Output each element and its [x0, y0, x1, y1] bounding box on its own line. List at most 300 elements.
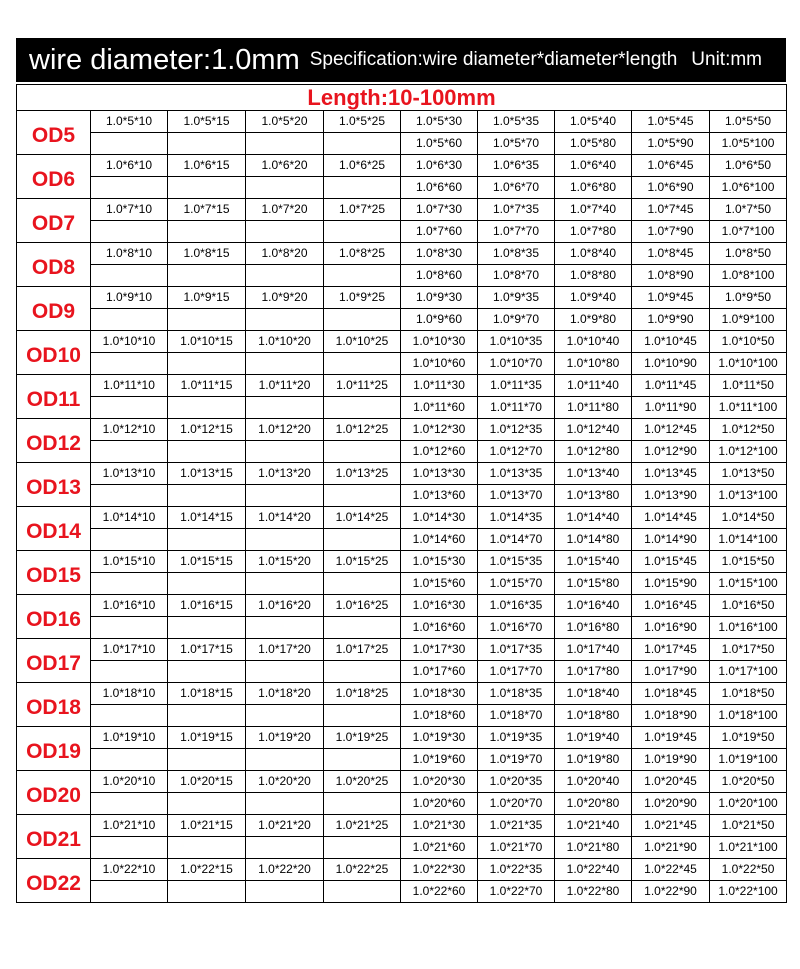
spec-cell: 1.0*17*100	[710, 661, 787, 683]
spec-cell: 1.0*18*80	[555, 705, 632, 727]
spec-cell: 1.0*7*15	[168, 199, 246, 221]
spec-cell	[246, 661, 324, 683]
spec-cell: 1.0*5*25	[324, 111, 401, 133]
spec-cell: 1.0*7*30	[401, 199, 478, 221]
spec-cell: 1.0*22*80	[555, 881, 632, 903]
table-row	[17, 793, 787, 815]
spec-cell	[91, 265, 168, 287]
spec-cell	[168, 661, 246, 683]
table-row	[17, 265, 787, 287]
unit-text: Unit:mm	[691, 49, 763, 70]
spec-cell: 1.0*19*60	[401, 749, 478, 771]
specification-text: Specification:wire diameter*diameter*length	[309, 49, 678, 70]
spec-cell: 1.0*6*100	[710, 177, 787, 199]
spec-cell	[324, 837, 401, 859]
spec-cell: 1.0*9*35	[478, 287, 555, 309]
table-row	[17, 815, 787, 837]
spec-cell: 1.0*13*100	[710, 485, 787, 507]
spec-cell: 1.0*17*50	[710, 639, 787, 661]
spec-cell: 1.0*16*30	[401, 595, 478, 617]
spec-cell: 1.0*5*60	[401, 133, 478, 155]
spec-cell: 1.0*21*10	[91, 815, 168, 837]
table-row	[17, 881, 787, 903]
spec-cell: 1.0*9*70	[478, 309, 555, 331]
spec-cell: 1.0*6*45	[632, 155, 710, 177]
spec-cell: 1.0*6*35	[478, 155, 555, 177]
spec-cell: 1.0*5*80	[555, 133, 632, 155]
spec-cell: 1.0*12*80	[555, 441, 632, 463]
spec-cell: 1.0*10*70	[478, 353, 555, 375]
spec-cell: 1.0*10*45	[632, 331, 710, 353]
spec-cell	[91, 353, 168, 375]
wire-diameter-title: wire diameter:1.0mm	[29, 43, 300, 76]
spec-cell	[168, 177, 246, 199]
table-row	[17, 133, 787, 155]
spec-cell: 1.0*9*40	[555, 287, 632, 309]
od-label: OD8	[17, 243, 91, 287]
spec-cell: 1.0*22*90	[632, 881, 710, 903]
spec-cell: 1.0*8*40	[555, 243, 632, 265]
table-row	[17, 683, 787, 705]
spec-cell: 1.0*9*15	[168, 287, 246, 309]
spec-cell: 1.0*10*30	[401, 331, 478, 353]
spec-cell: 1.0*5*70	[478, 133, 555, 155]
spec-cell: 1.0*19*90	[632, 749, 710, 771]
spec-cell: 1.0*12*35	[478, 419, 555, 441]
spec-cell: 1.0*7*90	[632, 221, 710, 243]
spec-cell: 1.0*5*40	[555, 111, 632, 133]
table-row	[17, 617, 787, 639]
spec-cell: 1.0*14*40	[555, 507, 632, 529]
table-row	[17, 837, 787, 859]
length-header-row	[17, 85, 787, 111]
spec-cell: 1.0*18*15	[168, 683, 246, 705]
spec-cell: 1.0*8*90	[632, 265, 710, 287]
spec-cell	[168, 133, 246, 155]
length-label: Length:10-100mm	[17, 85, 787, 111]
spec-cell: 1.0*13*30	[401, 463, 478, 485]
spec-cell: 1.0*5*20	[246, 111, 324, 133]
spec-cell: 1.0*21*80	[555, 837, 632, 859]
spec-cell: 1.0*19*25	[324, 727, 401, 749]
spec-cell: 1.0*13*60	[401, 485, 478, 507]
spec-cell	[324, 881, 401, 903]
spec-cell: 1.0*7*40	[555, 199, 632, 221]
spec-cell: 1.0*21*15	[168, 815, 246, 837]
spec-cell: 1.0*11*45	[632, 375, 710, 397]
table-row	[17, 859, 787, 881]
table-row	[17, 199, 787, 221]
spec-cell	[246, 133, 324, 155]
spec-cell: 1.0*12*25	[324, 419, 401, 441]
spec-cell: 1.0*13*50	[710, 463, 787, 485]
spec-cell: 1.0*15*45	[632, 551, 710, 573]
spec-cell: 1.0*17*80	[555, 661, 632, 683]
spec-cell: 1.0*17*35	[478, 639, 555, 661]
od-label: OD5	[17, 111, 91, 155]
spec-cell: 1.0*5*50	[710, 111, 787, 133]
spec-cell: 1.0*14*20	[246, 507, 324, 529]
spec-cell: 1.0*6*40	[555, 155, 632, 177]
spec-cell: 1.0*15*15	[168, 551, 246, 573]
table-row	[17, 243, 787, 265]
spec-cell: 1.0*17*20	[246, 639, 324, 661]
spec-cell: 1.0*11*80	[555, 397, 632, 419]
spec-cell: 1.0*18*90	[632, 705, 710, 727]
spec-cell	[91, 133, 168, 155]
spec-cell	[246, 485, 324, 507]
spec-cell: 1.0*7*35	[478, 199, 555, 221]
od-label: OD19	[17, 727, 91, 771]
spec-cell	[324, 309, 401, 331]
spec-cell	[324, 177, 401, 199]
spec-cell: 1.0*22*35	[478, 859, 555, 881]
od-label: OD21	[17, 815, 91, 859]
spec-cell: 1.0*8*35	[478, 243, 555, 265]
spec-cell: 1.0*13*40	[555, 463, 632, 485]
table-row	[17, 353, 787, 375]
spec-cell: 1.0*5*10	[91, 111, 168, 133]
table-row	[17, 375, 787, 397]
spec-cell	[91, 881, 168, 903]
spec-cell: 1.0*13*25	[324, 463, 401, 485]
spec-cell	[168, 353, 246, 375]
spec-cell: 1.0*20*60	[401, 793, 478, 815]
spec-cell: 1.0*7*25	[324, 199, 401, 221]
table-row	[17, 529, 787, 551]
spec-cell: 1.0*9*60	[401, 309, 478, 331]
spec-cell: 1.0*8*70	[478, 265, 555, 287]
spec-cell: 1.0*7*70	[478, 221, 555, 243]
spec-cell	[168, 441, 246, 463]
spec-cell: 1.0*11*30	[401, 375, 478, 397]
spec-cell: 1.0*18*30	[401, 683, 478, 705]
spec-cell	[91, 529, 168, 551]
spec-cell: 1.0*19*20	[246, 727, 324, 749]
spec-cell	[324, 397, 401, 419]
table-row	[17, 111, 787, 133]
spec-cell	[324, 749, 401, 771]
spec-cell	[168, 837, 246, 859]
spec-cell: 1.0*13*70	[478, 485, 555, 507]
spec-cell: 1.0*8*15	[168, 243, 246, 265]
spec-cell: 1.0*16*60	[401, 617, 478, 639]
spec-cell	[168, 309, 246, 331]
spec-cell: 1.0*22*50	[710, 859, 787, 881]
table-row	[17, 221, 787, 243]
spec-cell: 1.0*9*45	[632, 287, 710, 309]
od-label: OD20	[17, 771, 91, 815]
spec-cell	[246, 221, 324, 243]
spec-cell	[324, 265, 401, 287]
spec-cell: 1.0*8*100	[710, 265, 787, 287]
spec-cell: 1.0*10*80	[555, 353, 632, 375]
table-row	[17, 309, 787, 331]
spec-cell: 1.0*22*100	[710, 881, 787, 903]
spec-cell	[324, 529, 401, 551]
od-label: OD6	[17, 155, 91, 199]
spec-cell: 1.0*11*25	[324, 375, 401, 397]
spec-cell: 1.0*11*40	[555, 375, 632, 397]
spec-cell: 1.0*14*10	[91, 507, 168, 529]
table-row	[17, 485, 787, 507]
spec-cell	[246, 529, 324, 551]
spec-cell: 1.0*22*45	[632, 859, 710, 881]
spec-cell: 1.0*20*40	[555, 771, 632, 793]
spec-cell	[91, 573, 168, 595]
spec-cell: 1.0*20*20	[246, 771, 324, 793]
spec-cell: 1.0*20*15	[168, 771, 246, 793]
spec-cell: 1.0*8*10	[91, 243, 168, 265]
spec-cell: 1.0*9*90	[632, 309, 710, 331]
spec-cell: 1.0*22*20	[246, 859, 324, 881]
spec-cell	[168, 749, 246, 771]
spec-cell: 1.0*6*25	[324, 155, 401, 177]
spec-cell: 1.0*14*30	[401, 507, 478, 529]
od-label: OD7	[17, 199, 91, 243]
spec-cell: 1.0*17*40	[555, 639, 632, 661]
spec-cell: 1.0*9*20	[246, 287, 324, 309]
spec-cell	[246, 793, 324, 815]
spec-cell: 1.0*21*25	[324, 815, 401, 837]
spec-cell: 1.0*17*45	[632, 639, 710, 661]
spec-cell: 1.0*20*10	[91, 771, 168, 793]
spec-cell: 1.0*5*30	[401, 111, 478, 133]
spec-cell: 1.0*6*60	[401, 177, 478, 199]
spec-cell: 1.0*16*50	[710, 595, 787, 617]
spec-cell: 1.0*12*40	[555, 419, 632, 441]
spec-cell: 1.0*19*45	[632, 727, 710, 749]
spec-cell	[246, 749, 324, 771]
spec-cell: 1.0*7*10	[91, 199, 168, 221]
table-row	[17, 177, 787, 199]
spec-cell: 1.0*21*50	[710, 815, 787, 837]
od-label: OD15	[17, 551, 91, 595]
spec-cell: 1.0*15*60	[401, 573, 478, 595]
spec-cell	[246, 441, 324, 463]
spec-cell: 1.0*10*100	[710, 353, 787, 375]
spec-cell: 1.0*17*90	[632, 661, 710, 683]
spec-cell: 1.0*15*25	[324, 551, 401, 573]
spec-cell: 1.0*6*80	[555, 177, 632, 199]
spec-cell: 1.0*9*50	[710, 287, 787, 309]
spec-cell: 1.0*14*100	[710, 529, 787, 551]
od-label: OD12	[17, 419, 91, 463]
spec-cell: 1.0*21*40	[555, 815, 632, 837]
spec-cell	[91, 661, 168, 683]
spec-cell: 1.0*9*30	[401, 287, 478, 309]
spec-cell: 1.0*19*10	[91, 727, 168, 749]
spec-cell: 1.0*8*25	[324, 243, 401, 265]
spec-cell	[324, 485, 401, 507]
spec-cell: 1.0*11*35	[478, 375, 555, 397]
spec-cell: 1.0*17*70	[478, 661, 555, 683]
spec-cell	[91, 309, 168, 331]
spec-cell: 1.0*13*45	[632, 463, 710, 485]
spec-cell: 1.0*12*50	[710, 419, 787, 441]
spec-cell: 1.0*8*45	[632, 243, 710, 265]
spec-cell: 1.0*20*30	[401, 771, 478, 793]
spec-cell: 1.0*6*20	[246, 155, 324, 177]
spec-cell	[246, 573, 324, 595]
spec-cell: 1.0*10*25	[324, 331, 401, 353]
spec-cell: 1.0*21*45	[632, 815, 710, 837]
spec-cell: 1.0*20*100	[710, 793, 787, 815]
spec-cell: 1.0*16*25	[324, 595, 401, 617]
spec-cell: 1.0*14*90	[632, 529, 710, 551]
spec-cell: 1.0*10*35	[478, 331, 555, 353]
spec-cell: 1.0*15*40	[555, 551, 632, 573]
table-row	[17, 705, 787, 727]
spec-cell: 1.0*7*50	[710, 199, 787, 221]
spec-cell: 1.0*13*10	[91, 463, 168, 485]
spec-cell: 1.0*6*50	[710, 155, 787, 177]
spec-cell	[168, 793, 246, 815]
spec-cell: 1.0*5*100	[710, 133, 787, 155]
spec-cell: 1.0*13*15	[168, 463, 246, 485]
spec-cell: 1.0*19*70	[478, 749, 555, 771]
spec-cell: 1.0*7*80	[555, 221, 632, 243]
spec-cell: 1.0*18*50	[710, 683, 787, 705]
spec-cell: 1.0*15*50	[710, 551, 787, 573]
spec-cell: 1.0*12*100	[710, 441, 787, 463]
spec-cell: 1.0*14*80	[555, 529, 632, 551]
spec-cell: 1.0*10*15	[168, 331, 246, 353]
spec-cell	[324, 617, 401, 639]
spec-cell: 1.0*14*35	[478, 507, 555, 529]
spec-cell: 1.0*7*20	[246, 199, 324, 221]
table-row	[17, 331, 787, 353]
spec-cell: 1.0*11*10	[91, 375, 168, 397]
spec-cell: 1.0*11*20	[246, 375, 324, 397]
spec-cell: 1.0*21*60	[401, 837, 478, 859]
spec-cell: 1.0*14*45	[632, 507, 710, 529]
spec-cell	[246, 881, 324, 903]
spec-cell: 1.0*12*30	[401, 419, 478, 441]
spec-cell	[324, 133, 401, 155]
spec-cell: 1.0*13*80	[555, 485, 632, 507]
spec-cell: 1.0*17*60	[401, 661, 478, 683]
spec-cell: 1.0*8*20	[246, 243, 324, 265]
spec-cell	[168, 265, 246, 287]
spec-cell: 1.0*6*15	[168, 155, 246, 177]
spec-table	[16, 84, 787, 903]
spec-cell: 1.0*14*50	[710, 507, 787, 529]
table-row	[17, 441, 787, 463]
spec-cell: 1.0*19*15	[168, 727, 246, 749]
spec-cell: 1.0*12*60	[401, 441, 478, 463]
spec-cell: 1.0*6*10	[91, 155, 168, 177]
spec-cell	[324, 793, 401, 815]
spec-cell: 1.0*22*10	[91, 859, 168, 881]
spec-table-wrapper	[16, 84, 786, 903]
table-row	[17, 639, 787, 661]
header-bar	[16, 38, 786, 82]
spec-cell: 1.0*19*100	[710, 749, 787, 771]
spec-cell: 1.0*11*90	[632, 397, 710, 419]
spec-cell: 1.0*14*15	[168, 507, 246, 529]
od-label: OD11	[17, 375, 91, 419]
spec-cell: 1.0*13*20	[246, 463, 324, 485]
spec-cell: 1.0*9*10	[91, 287, 168, 309]
spec-cell: 1.0*12*15	[168, 419, 246, 441]
spec-cell: 1.0*18*100	[710, 705, 787, 727]
spec-cell: 1.0*17*30	[401, 639, 478, 661]
table-row	[17, 661, 787, 683]
spec-cell	[91, 397, 168, 419]
spec-cell	[91, 617, 168, 639]
spec-cell	[91, 837, 168, 859]
spec-cell: 1.0*21*30	[401, 815, 478, 837]
spec-cell	[246, 353, 324, 375]
spec-cell: 1.0*22*60	[401, 881, 478, 903]
spec-cell: 1.0*13*90	[632, 485, 710, 507]
spec-cell: 1.0*22*30	[401, 859, 478, 881]
spec-cell: 1.0*12*70	[478, 441, 555, 463]
spec-cell: 1.0*20*45	[632, 771, 710, 793]
spec-cell	[168, 397, 246, 419]
spec-cell: 1.0*5*90	[632, 133, 710, 155]
spec-cell	[91, 177, 168, 199]
spec-cell: 1.0*12*45	[632, 419, 710, 441]
spec-cell: 1.0*12*90	[632, 441, 710, 463]
spec-cell: 1.0*8*80	[555, 265, 632, 287]
spec-cell: 1.0*20*25	[324, 771, 401, 793]
table-row	[17, 727, 787, 749]
spec-cell: 1.0*7*100	[710, 221, 787, 243]
od-label: OD16	[17, 595, 91, 639]
spec-cell: 1.0*10*60	[401, 353, 478, 375]
spec-cell: 1.0*9*25	[324, 287, 401, 309]
spec-cell: 1.0*9*80	[555, 309, 632, 331]
spec-cell: 1.0*19*30	[401, 727, 478, 749]
spec-cell: 1.0*18*20	[246, 683, 324, 705]
spec-cell: 1.0*11*15	[168, 375, 246, 397]
spec-cell: 1.0*18*25	[324, 683, 401, 705]
spec-cell: 1.0*15*20	[246, 551, 324, 573]
spec-cell: 1.0*19*80	[555, 749, 632, 771]
spec-cell: 1.0*16*45	[632, 595, 710, 617]
spec-cell	[246, 265, 324, 287]
spec-cell: 1.0*11*50	[710, 375, 787, 397]
table-row	[17, 749, 787, 771]
spec-cell	[168, 529, 246, 551]
spec-cell: 1.0*22*40	[555, 859, 632, 881]
spec-cell: 1.0*11*60	[401, 397, 478, 419]
spec-cell: 1.0*12*20	[246, 419, 324, 441]
spec-cell	[91, 705, 168, 727]
spec-cell: 1.0*16*40	[555, 595, 632, 617]
spec-cell: 1.0*22*70	[478, 881, 555, 903]
spec-cell	[246, 705, 324, 727]
spec-cell	[324, 353, 401, 375]
spec-cell: 1.0*8*50	[710, 243, 787, 265]
spec-cell: 1.0*14*70	[478, 529, 555, 551]
spec-cell: 1.0*11*100	[710, 397, 787, 419]
od-label: OD18	[17, 683, 91, 727]
spec-cell: 1.0*5*15	[168, 111, 246, 133]
spec-cell	[246, 309, 324, 331]
table-row	[17, 287, 787, 309]
spec-cell: 1.0*15*90	[632, 573, 710, 595]
od-label: OD17	[17, 639, 91, 683]
spec-cell	[324, 441, 401, 463]
spec-cell: 1.0*22*25	[324, 859, 401, 881]
spec-cell	[324, 705, 401, 727]
spec-cell: 1.0*10*20	[246, 331, 324, 353]
spec-cell: 1.0*6*30	[401, 155, 478, 177]
spec-cell: 1.0*17*10	[91, 639, 168, 661]
